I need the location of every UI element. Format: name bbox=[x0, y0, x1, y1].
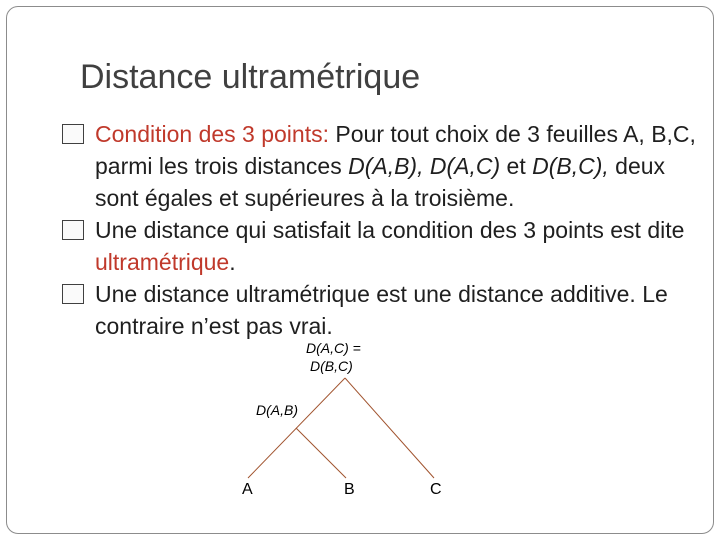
distance-term: D(B,C), bbox=[532, 153, 609, 179]
leaf-label-c: C bbox=[430, 481, 442, 498]
ultrametric-term: ultramétrique bbox=[95, 249, 230, 275]
bullet-text: et bbox=[500, 153, 533, 179]
tree-label-top-1: D(A,C) = bbox=[306, 340, 361, 356]
bullet-text: . bbox=[229, 249, 236, 275]
bullet-text: deux sont égales et supérieures à la troisième. bbox=[95, 153, 666, 211]
leaf-label-a: A bbox=[242, 481, 253, 498]
tree-label-top-2: D(B,C) bbox=[310, 358, 353, 374]
bullet-text: Une distance qui satisfait la condition des 3 points est dite bbox=[95, 217, 685, 243]
leaf-label-b: B bbox=[344, 481, 355, 498]
bullet-text: Pour tout choix de 3 feuilles A, B,C, parmi les trois distances bbox=[95, 121, 696, 179]
bullet-text: Une distance ultramétrique est une distance additive. Le contraire n’est pas vrai. bbox=[95, 281, 668, 339]
condition-label: Condition des 3 points: bbox=[95, 121, 329, 147]
tree-edge bbox=[296, 428, 346, 478]
slide-title: Distance ultramétrique bbox=[80, 58, 421, 96]
distance-terms: D(A,B), D(A,C) bbox=[348, 153, 501, 179]
tree-label-mid: D(A,B) bbox=[256, 402, 298, 418]
tree-edge bbox=[345, 378, 434, 478]
